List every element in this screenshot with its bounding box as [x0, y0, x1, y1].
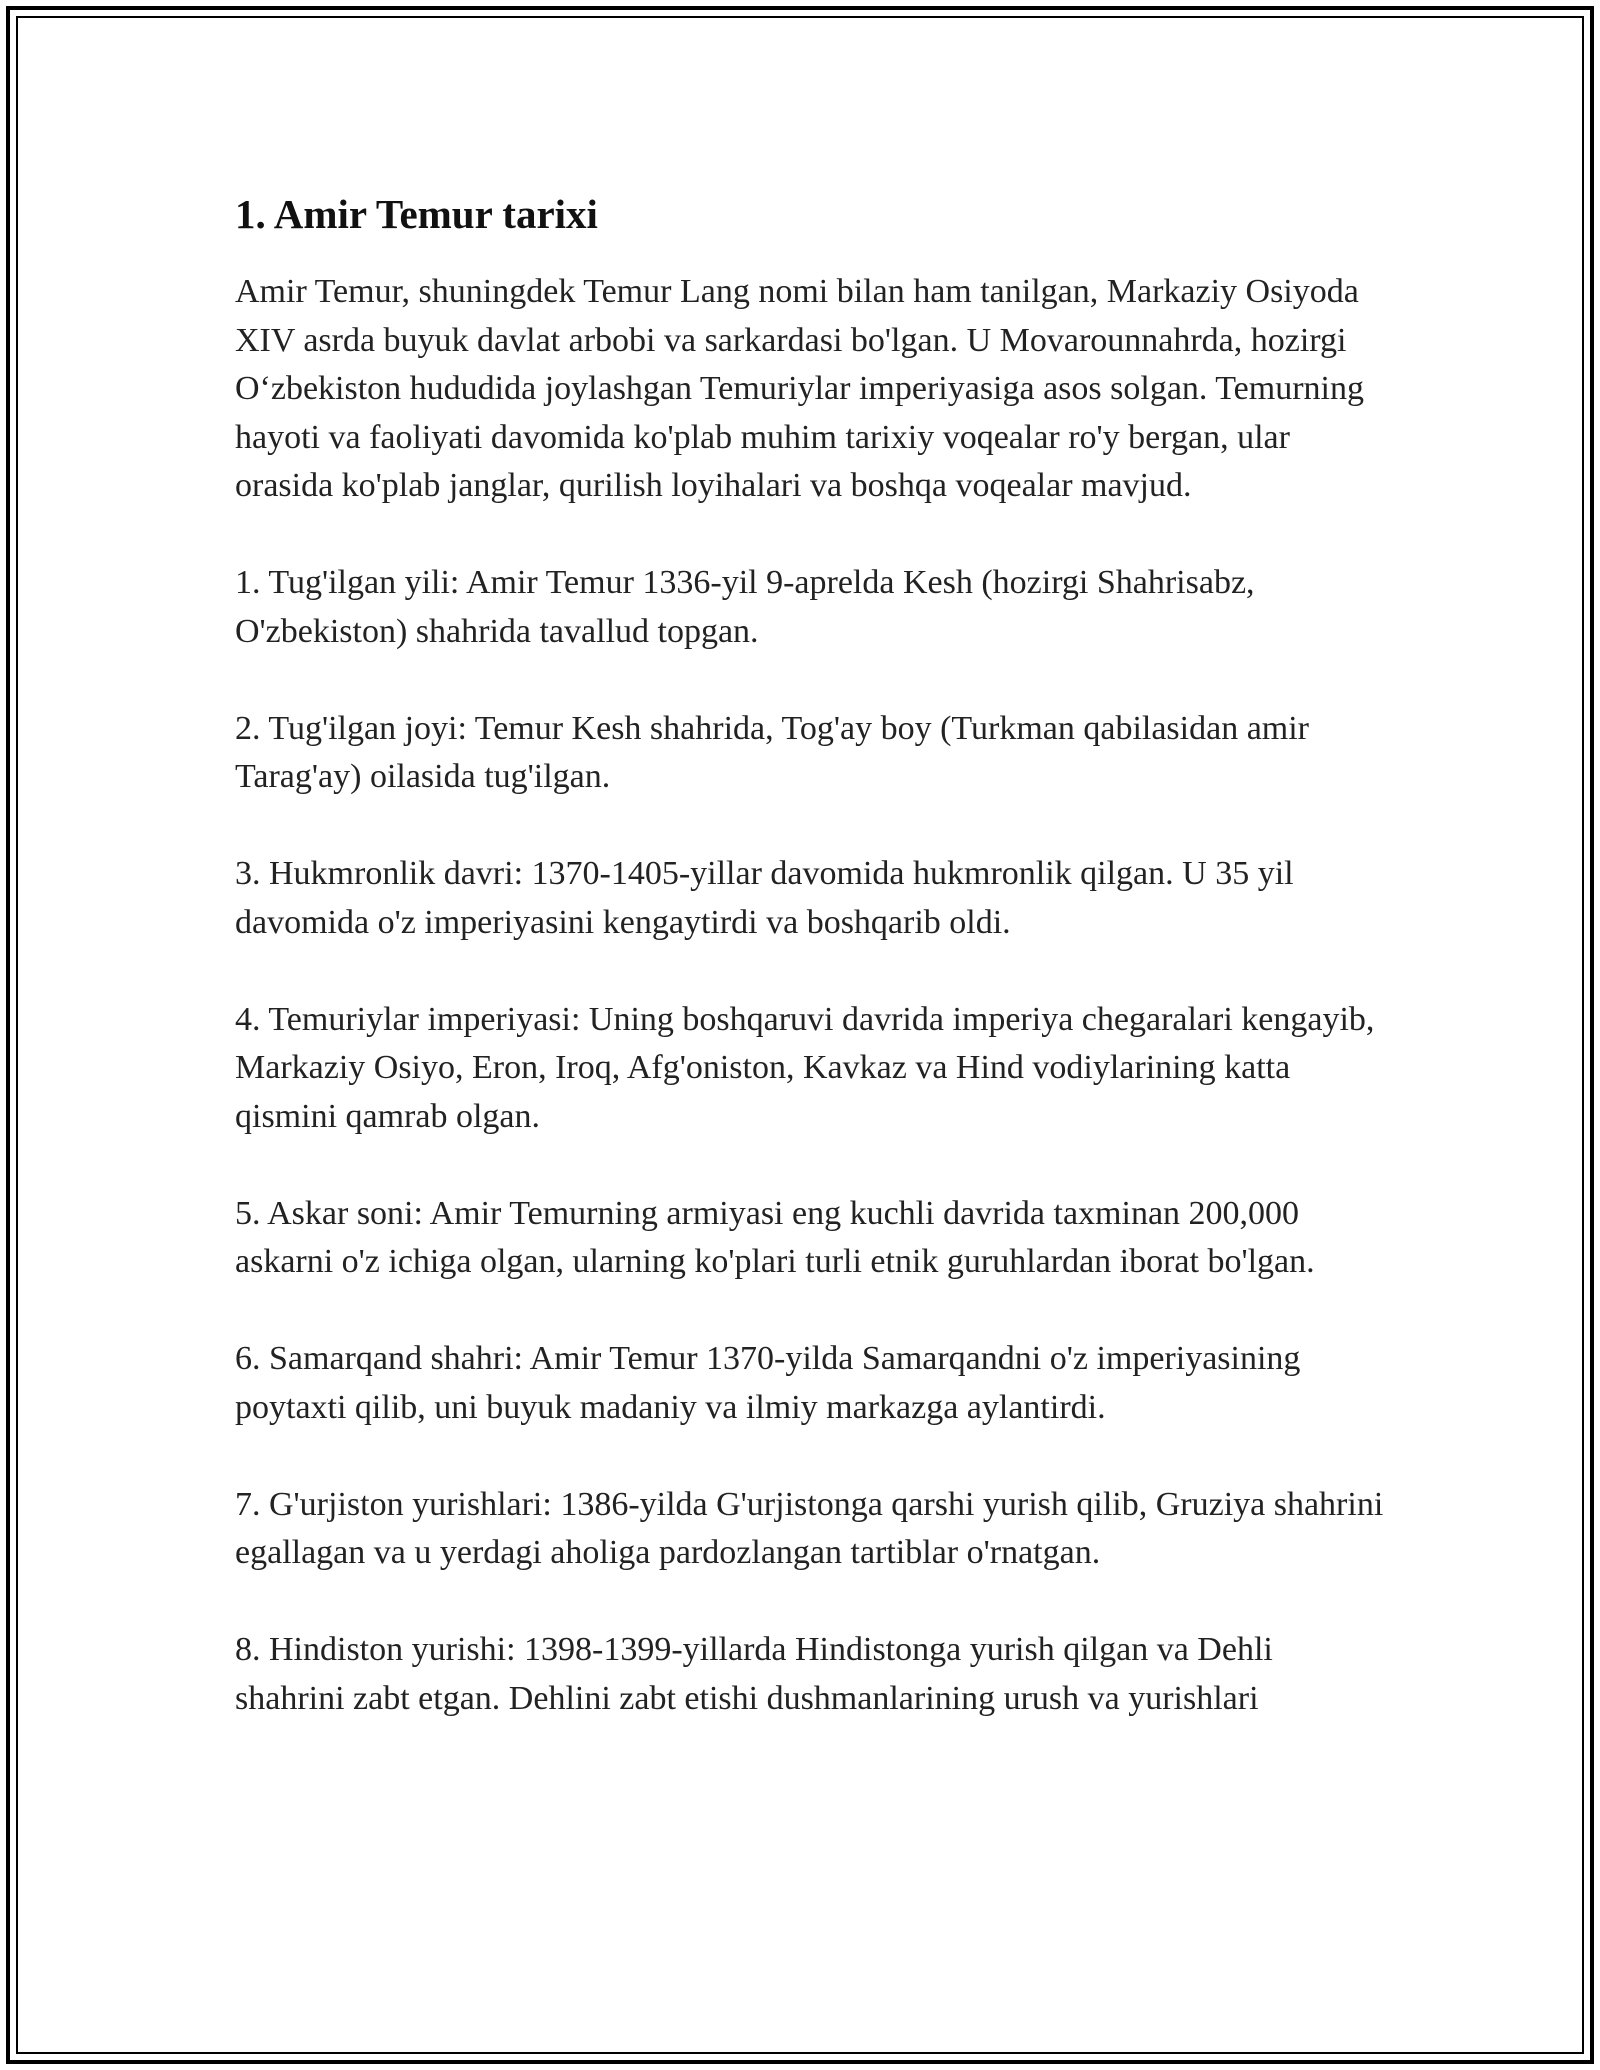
list-item-samarkand: 6. Samarqand shahri: Amir Temur 1370-yilda Samarqandni o'z imperiyasining poytaxti qilib, uni buyuk madaniy va ilmiy markazga aylantirdi.	[235, 1340, 1301, 1426]
list-item-georgia-campaigns: 7. G'urjiston yurishlari: 1386-yilda G'urjistonga qarshi yurish qilib, Gruziya shahrini egallagan va u yerdagi aholiga pardozlangan tartiblar o'rnatgan.	[235, 1485, 1384, 1571]
intro-paragraph: Amir Temur, shuningdek Temur Lang nomi bilan ham tanilgan, Markaziy Osiyoda XIV asrda buyuk davlat arbobi va sarkardasi bo'lgan. U Movarounnahrda, hozirgi O‘zbekiston hududida joylashgan Temuriylar imperiyasiga asos solgan. Temurning hayoti va faoliyati davomida ko'plab muhim tarixiy voqealar ro'y bergan, ular orasida ko'plab janglar, qurilish loyihalari va boshqa voqealar mavjud.	[235, 273, 1364, 504]
document-title: 1. Amir Temur tarixi	[235, 191, 598, 237]
list-item-reign: 3. Hukmronlik davri: 1370-1405-yillar davomida hukmronlik qilgan. U 35 yil davomida o'z imperiyasini kengaytirdi va boshqarib oldi.	[235, 855, 1294, 941]
list-item-army: 5. Askar soni: Amir Temurning armiyasi eng kuchli davrida taxminan 200,000 askarni o'z ichiga olgan, ularning ko'plari turli etnik guruhlardan iborat bo'lgan.	[235, 1194, 1315, 1280]
list-item-empire: 4. Temuriylar imperiyasi: Uning boshqaruvi davrida imperiya chegaralari kengayib, Markaziy Osiyo, Eron, Iroq, Afg'oniston, Kavkaz va Hind vodiylarining katta qismini qamrab olgan.	[235, 1000, 1375, 1135]
list-item-birthplace: 2. Tug'ilgan joyi: Temur Kesh shahrida, Tog'ay boy (Turkman qabilasidan amir Tarag'ay) oilasida tug'ilgan.	[235, 709, 1310, 795]
list-item-india-campaign: 8. Hindiston yurishi: 1398-1399-yillarda Hindistonga yurish qilgan va Dehli shahrini zabt etgan. Dehlini zabt etishi dushmanlarining urush va yurishlari	[235, 1631, 1273, 1717]
list-item-birth-year: 1. Tug'ilgan yili: Amir Temur 1336-yil 9-aprelda Kesh (hozirgi Shahrisabz, O'zbekiston) shahrida tavallud topgan.	[235, 564, 1255, 650]
document-body	[235, 186, 1385, 1772]
